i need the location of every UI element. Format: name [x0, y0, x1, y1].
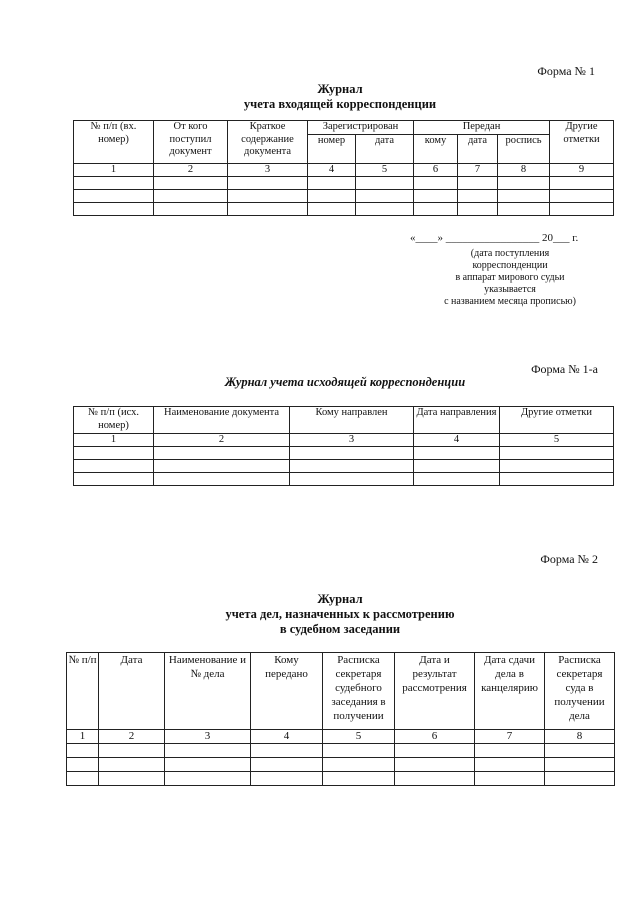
header-court-secretary-receipt: Расписка секретаря суда в получении дела — [545, 653, 615, 730]
column-number: 5 — [356, 163, 414, 176]
header-sent-to: Кому направлен — [290, 407, 414, 434]
header-registered: Зарегистрирован — [308, 121, 414, 135]
form-2-title-line2: учета дел, назначенных к рассмотрению — [225, 607, 455, 621]
column-number: 2 — [154, 434, 290, 447]
date-note — [420, 248, 600, 308]
header-num: № п/п (исх. номер) — [74, 407, 154, 434]
header-notes: Другие отметки — [550, 121, 614, 164]
column-number: 1 — [74, 163, 154, 176]
column-number: 5 — [500, 434, 614, 447]
form-1a-label: Форма № 1-а — [531, 362, 598, 376]
column-numbers-row — [74, 163, 614, 176]
form-2-label: Форма № 2 — [540, 552, 598, 566]
empty-row — [67, 772, 615, 786]
empty-row — [74, 176, 614, 189]
date-note-line: в аппарат мирового судьи — [455, 272, 565, 283]
column-number: 3 — [290, 434, 414, 447]
hearing-cases-table — [66, 652, 615, 786]
column-number: 7 — [475, 730, 545, 744]
form-1-title — [160, 82, 520, 112]
form-1a-title: Журнал учета исходящей корреспонденции — [224, 375, 466, 389]
column-number: 9 — [550, 163, 614, 176]
header-result: Дата и результат рассмотрения — [395, 653, 475, 730]
column-number: 2 — [154, 163, 228, 176]
column-number: 2 — [99, 730, 165, 744]
form-1-title-line2: учета входящей корреспонденции — [243, 97, 437, 111]
header-signature: роспись — [498, 134, 550, 163]
incoming-correspondence-table — [73, 120, 614, 216]
column-number: 8 — [545, 730, 615, 744]
empty-row — [74, 447, 614, 460]
header-from: От кого поступил документ — [154, 121, 228, 164]
column-number: 4 — [308, 163, 356, 176]
form-1-label: Форма № 1 — [537, 64, 595, 78]
column-number: 1 — [74, 434, 154, 447]
column-number: 4 — [414, 434, 500, 447]
header-num: № п/п (вх. номер) — [74, 121, 154, 164]
header-sent-date: Дата направления — [414, 407, 500, 434]
column-number: 3 — [228, 163, 308, 176]
header-tr-date: дата — [458, 134, 498, 163]
column-number: 5 — [323, 730, 395, 744]
header-secretary-receipt: Расписка секретаря судебного заседания в получении — [323, 653, 395, 730]
header-case-name: Наименование и № дела — [165, 653, 251, 730]
header-archive-date: Дата сдачи дела в канцелярию — [475, 653, 545, 730]
date-line: «____» _________________ 20___ г. — [410, 232, 579, 244]
column-number: 1 — [67, 730, 99, 744]
form-1-title-line1: Журнал — [317, 82, 363, 96]
column-number: 6 — [395, 730, 475, 744]
column-number: 4 — [251, 730, 323, 744]
date-note-line: указывается — [484, 284, 536, 295]
empty-row — [67, 758, 615, 772]
header-reg-number: номер — [308, 134, 356, 163]
column-numbers-row — [74, 434, 614, 447]
empty-row — [74, 473, 614, 486]
date-note-line: с названием месяца прописью) — [444, 296, 576, 307]
column-numbers-row — [67, 730, 615, 744]
header-summary: Краткое содержание документа — [228, 121, 308, 164]
outgoing-correspondence-table — [73, 406, 614, 486]
header-date: Дата — [99, 653, 165, 730]
header-reg-date: дата — [356, 134, 414, 163]
empty-row — [74, 202, 614, 215]
header-num: № п/п — [67, 653, 99, 730]
form-2-title-line3: в судебном заседании — [279, 622, 401, 636]
empty-row — [74, 460, 614, 473]
column-number: 8 — [498, 163, 550, 176]
date-note-line: корреспонденции — [472, 260, 548, 271]
header-transferred: Передан — [414, 121, 550, 135]
empty-row — [67, 744, 615, 758]
header-transferred-to: Кому передано — [251, 653, 323, 730]
date-note-line: (дата поступления — [470, 248, 550, 259]
empty-row — [74, 189, 614, 202]
header-to-whom: кому — [414, 134, 458, 163]
header-notes: Другие отметки — [500, 407, 614, 434]
form-2-title-line1: Журнал — [317, 592, 363, 606]
column-number: 7 — [458, 163, 498, 176]
header-document-name: Наименование документа — [154, 407, 290, 434]
column-number: 3 — [165, 730, 251, 744]
form-2-title — [160, 592, 520, 637]
column-number: 6 — [414, 163, 458, 176]
